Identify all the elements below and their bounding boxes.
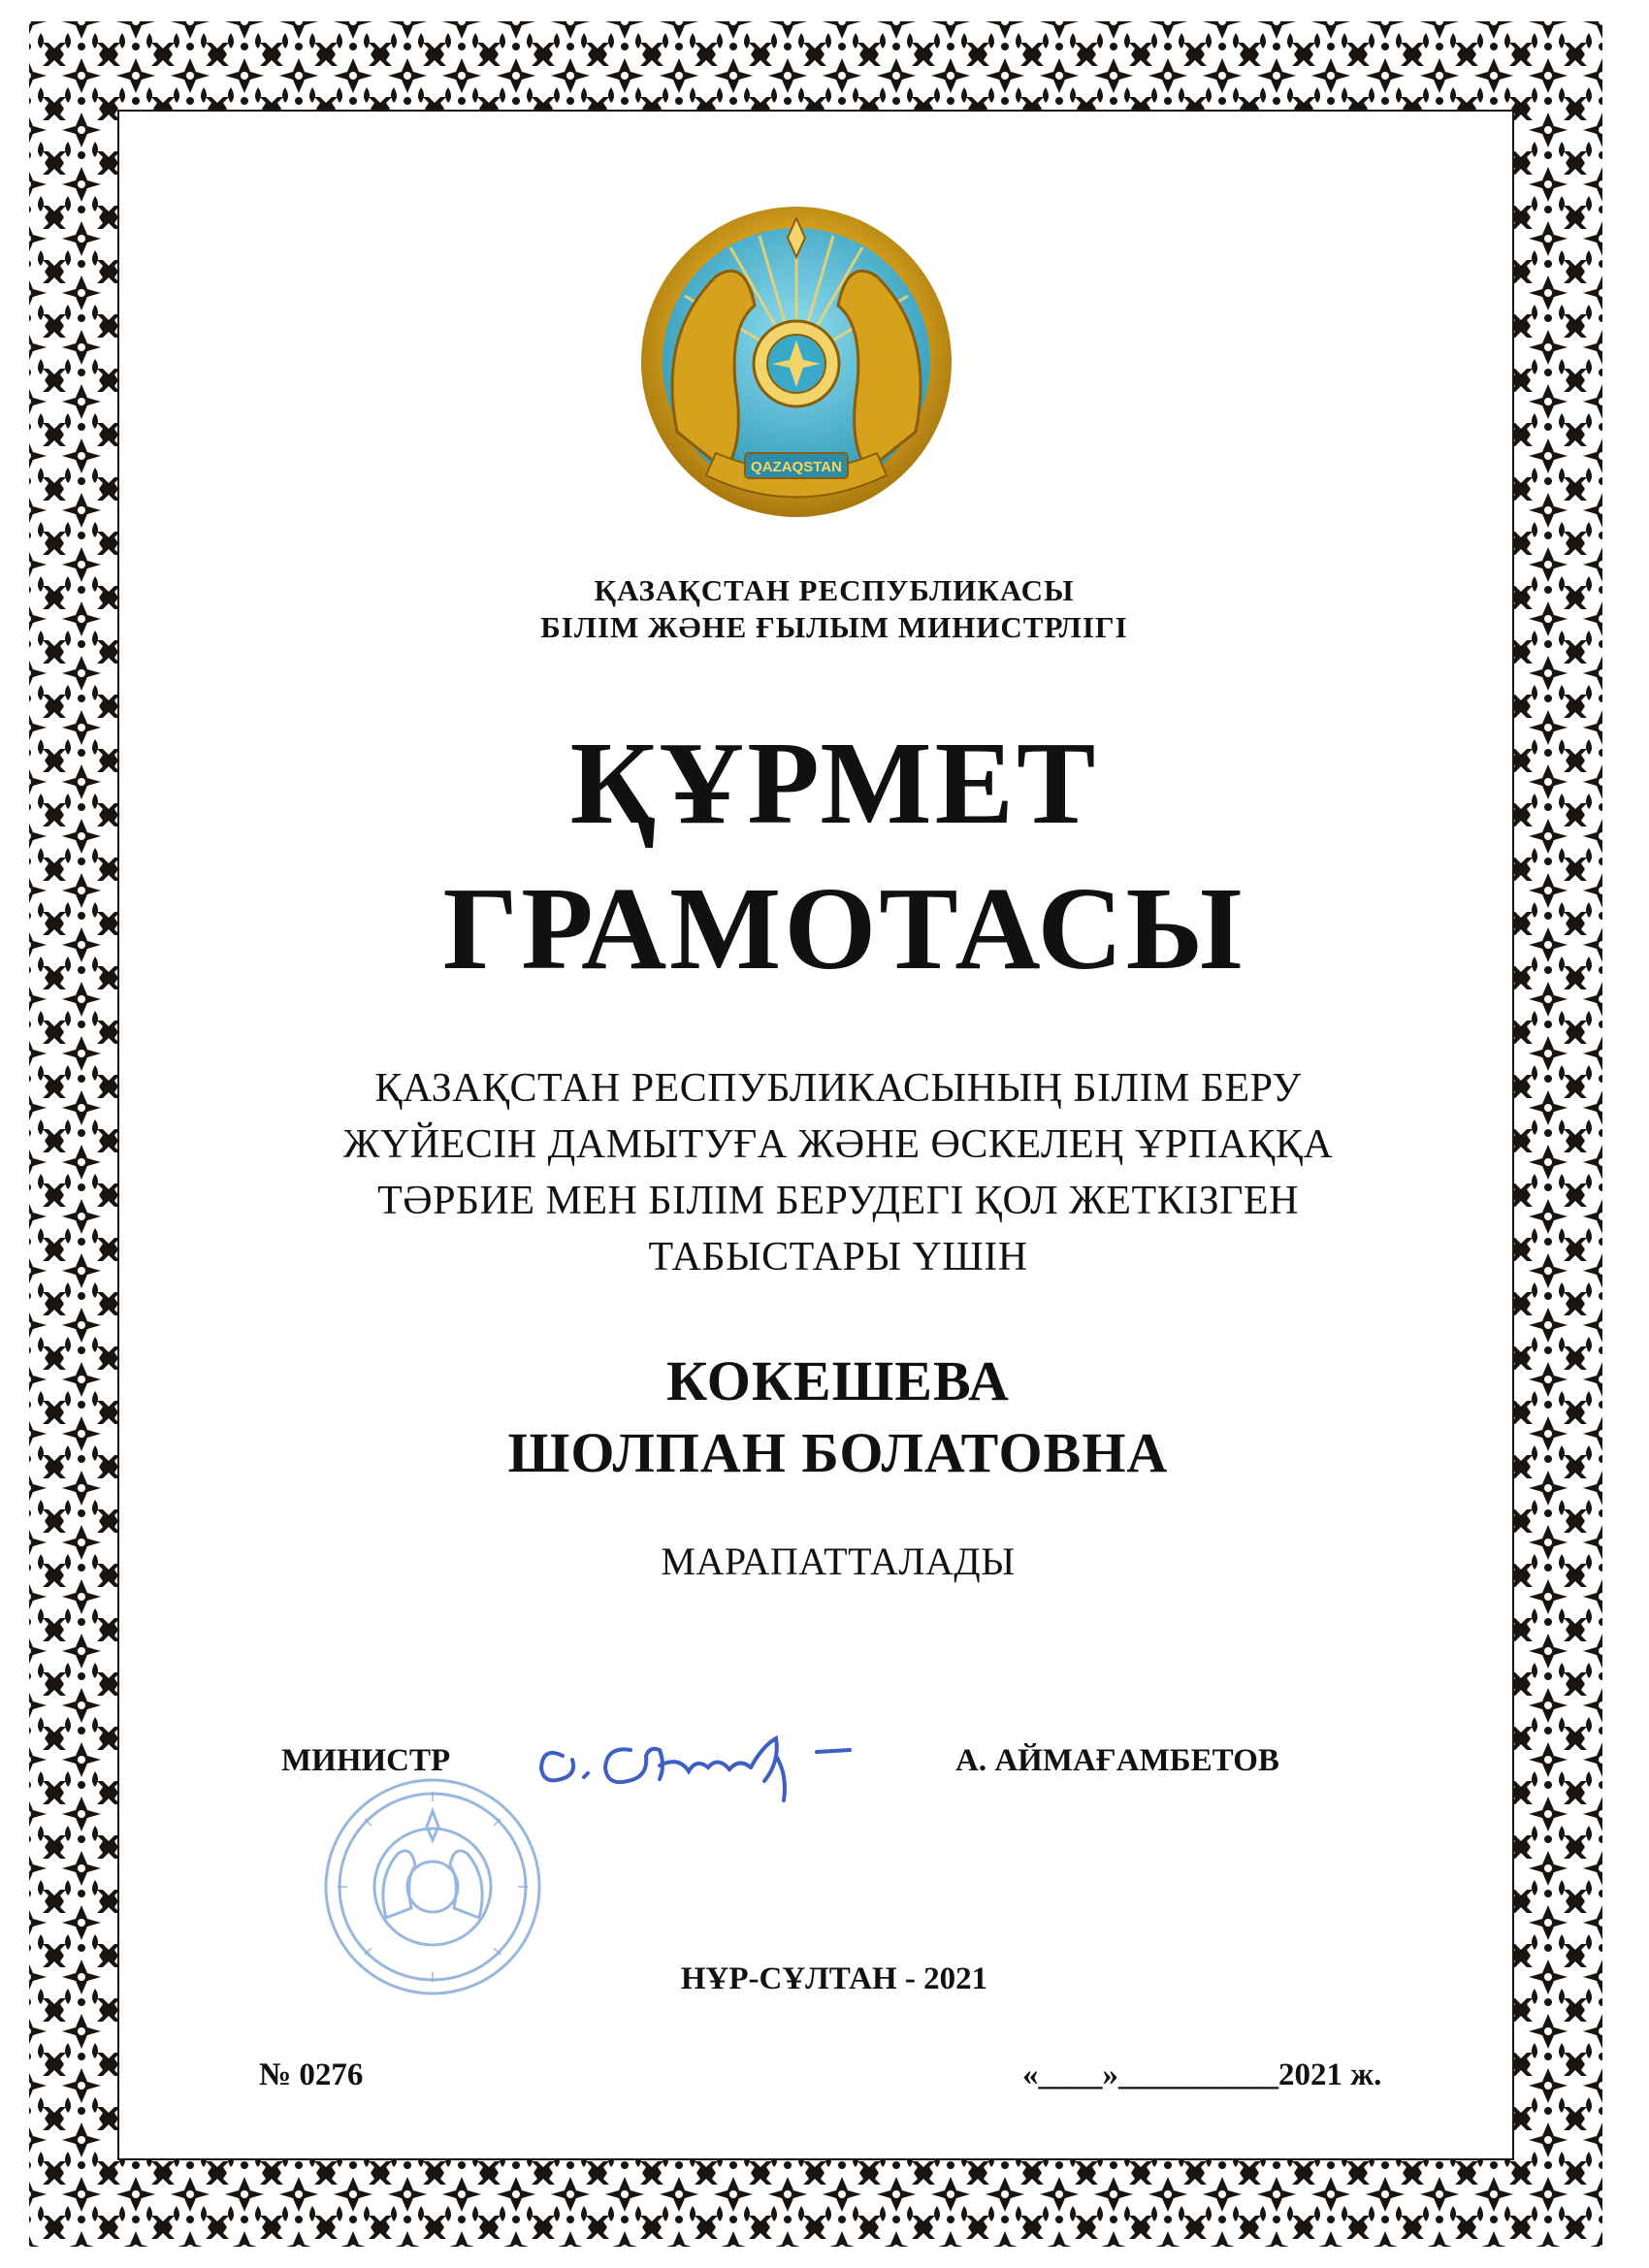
signatory-position: МИНИСТР — [281, 1743, 451, 1778]
awarded-label: МАРАПАТТАЛАДЫ — [661, 1539, 1016, 1583]
issue-date-line: «____»__________2021 ж. — [1022, 2057, 1382, 2092]
ministry-line-2: БІЛІМ ЖӘНЕ ҒЫЛЫМ МИНИСТРЛІГІ — [540, 610, 1128, 644]
reason-line-4: ТАБЫСТАРЫ ҮШІН — [648, 1235, 1028, 1280]
signatory-name: А. АЙМАҒАМБЕТОВ — [955, 1743, 1279, 1778]
reason-line-2: ЖҮЙЕСІН ДАМЫТУҒА ЖӘНЕ ӨСКЕЛЕҢ ҰРПАҚҚА — [342, 1122, 1334, 1167]
handwritten-signature — [534, 1717, 912, 1824]
ministry-line-1: ҚАЗАҚСТАН РЕСПУБЛИКАСЫ — [594, 573, 1075, 607]
recipient-surname: КОКЕШЕВА — [666, 1349, 1010, 1412]
reason-line-3: ТӘРБИЕ МЕН БІЛІМ БЕРУДЕГІ ҚОЛ ЖЕТКІЗГЕН — [377, 1179, 1299, 1223]
certificate-number: № 0276 — [259, 2057, 364, 2092]
title-line-1: ҚҰРМЕТ — [569, 718, 1099, 849]
place-year: НҰР-СҰЛТАН - 2021 — [680, 1961, 988, 1996]
reason-line-1: ҚАЗАҚСТАН РЕСПУБЛИКАСЫНЫҢ БІЛІМ БЕРУ — [374, 1066, 1302, 1111]
recipient-given-name: ШОЛПАН БОЛАТОВНА — [507, 1421, 1169, 1484]
title-line-2: ГРАМОТАСЫ — [442, 863, 1245, 994]
emblem-text: QAZAQSTAN — [751, 459, 842, 475]
state-emblem — [638, 199, 954, 525]
